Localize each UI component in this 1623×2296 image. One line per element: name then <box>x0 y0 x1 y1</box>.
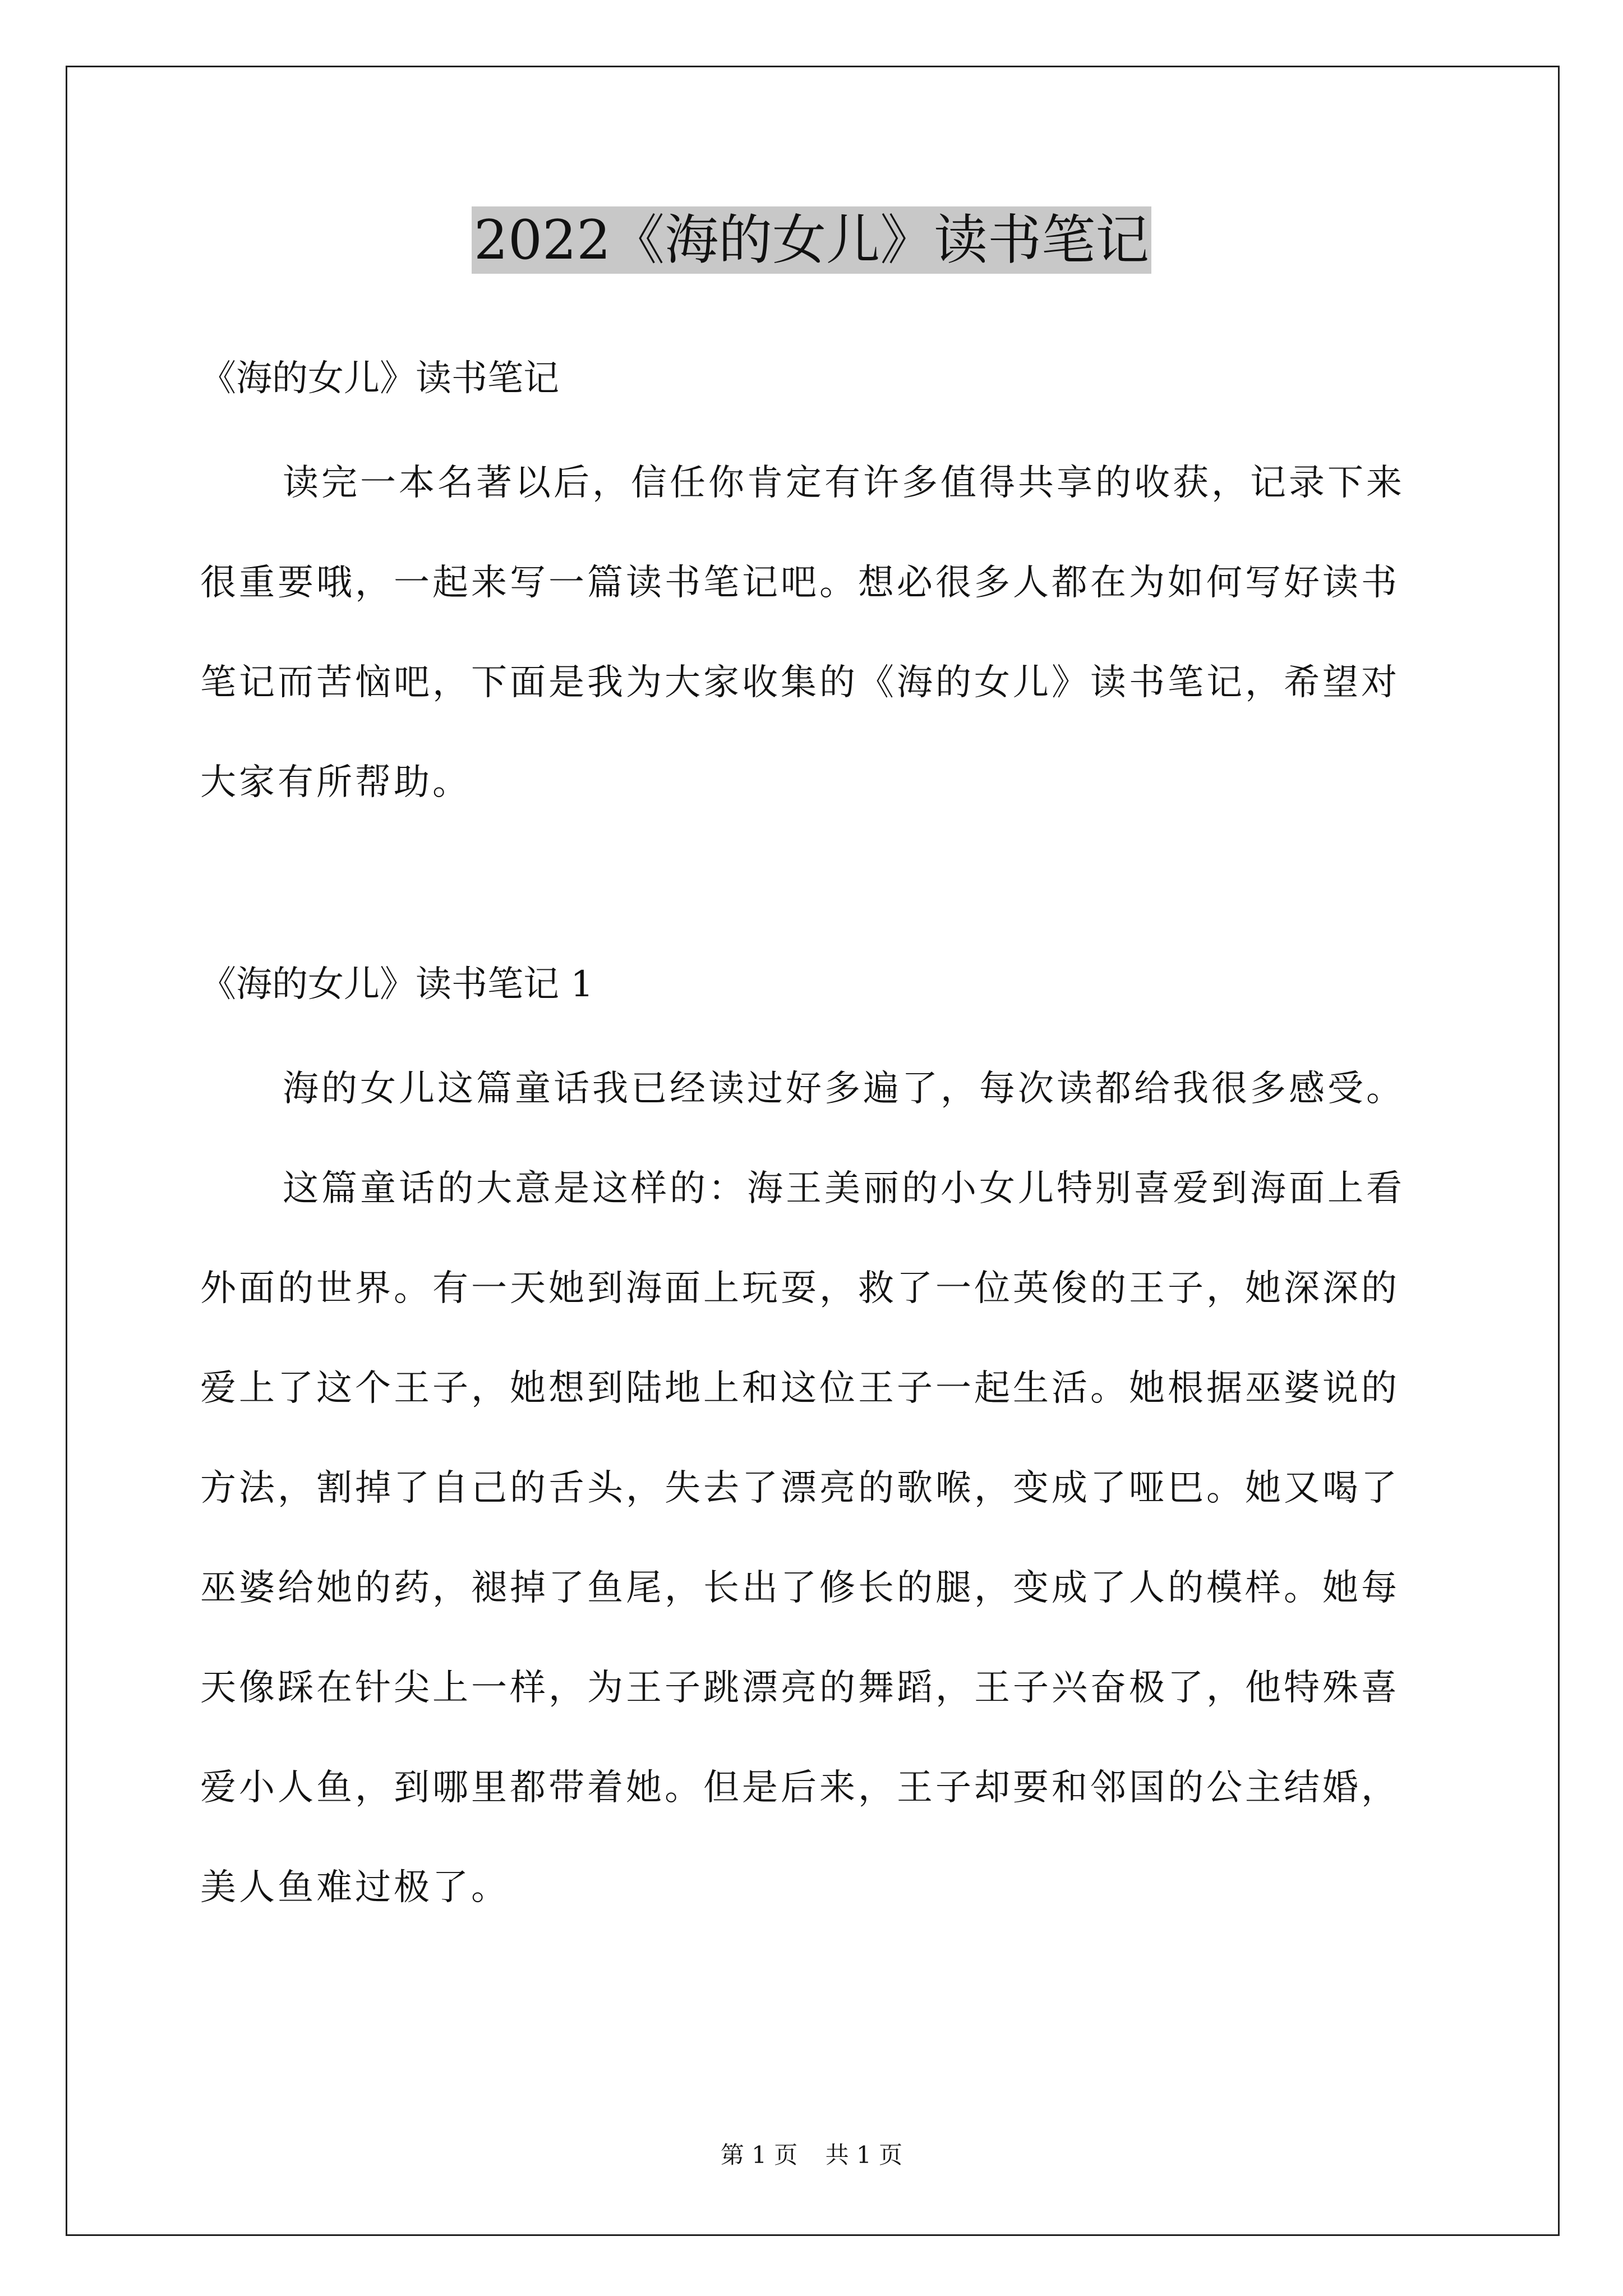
document-title: 2022《海的女儿》读书笔记 <box>472 206 1151 274</box>
title-container <box>0 206 1623 274</box>
intro-paragraph: 读完一本名著以后，信任你肯定有许多值得共享的收获，记录下来很重要哦，一起来写一篇读书笔记吧。想必很多人都在为如何写好读书笔记而苦恼吧，下面是我为大家收集的《海的女儿》读书笔记，希望对大家有所帮助。 <box>200 462 1405 803</box>
page-total: 共 1 页 <box>825 2141 903 2169</box>
section1-heading: 《海的女儿》读书笔记 1 <box>200 964 594 1005</box>
section1-paragraph: 海的女儿这篇童话我已经读过好多遍了，每次读都给我很多感受。 <box>283 1068 1405 1110</box>
section1-paragraph: 这篇童话的大意是这样的：海王美丽的小女儿特别喜爱到海面上看外面的世界。有一天她到海面上玩耍，救了一位英俊的王子，她深深的爱上了这个王子，她想到陆地上和这位王子一起生活。她根据巫婆说的方法，割掉了自己的舌头，失去了漂亮的歌喉，变成了哑巴。她又喝了巫婆给她的药，褪掉了鱼尾，长出了修长的腿，变成了人的模样。她每天像踩在针尖上一样，为王子跳漂亮的舞蹈，王子兴奋极了，他特殊喜爱小人鱼，到哪里都带着她。但是后来，王子却要和邻国的公主结婚，美人鱼难过极了。 <box>200 1168 1405 1908</box>
page-number: 第 1 页 <box>720 2141 798 2169</box>
document-body <box>200 337 1434 1938</box>
intro-heading: 《海的女儿》读书笔记 <box>200 358 559 399</box>
page-footer <box>0 2141 1623 2169</box>
